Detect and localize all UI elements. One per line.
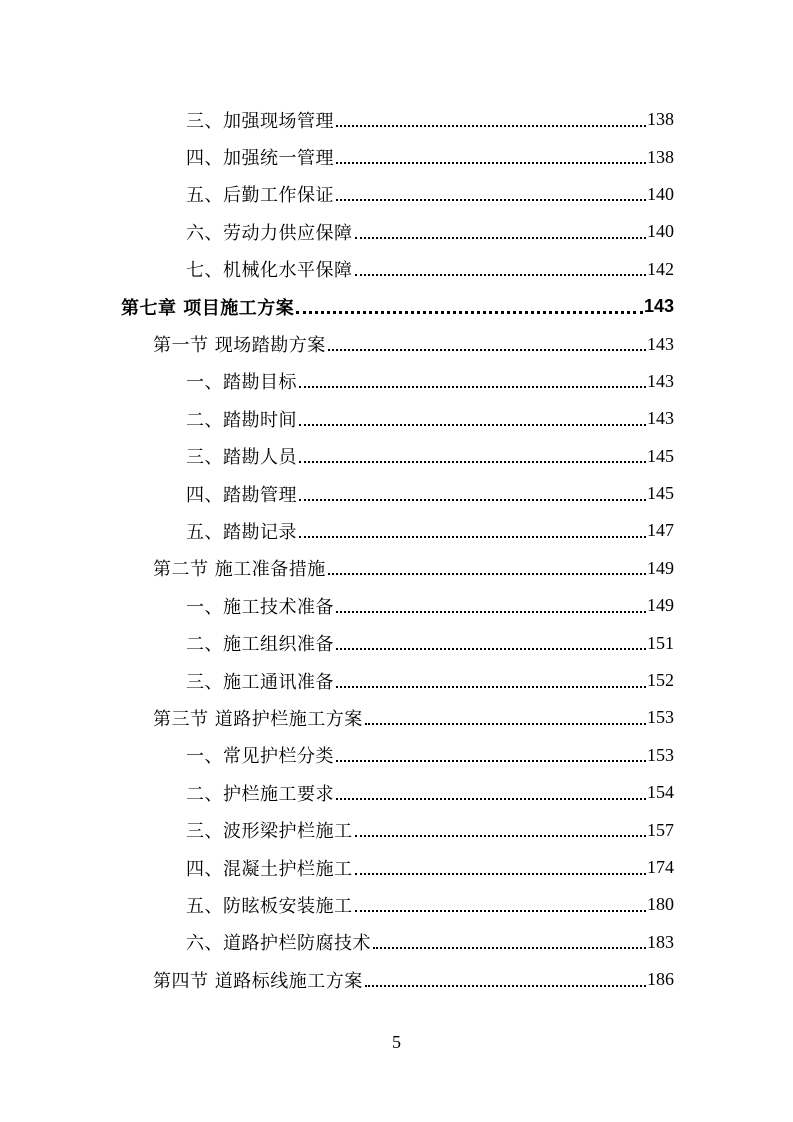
toc-dot-leader [365, 983, 646, 987]
toc-entry-title: 第三节 道路护栏施工方案 [153, 708, 363, 730]
toc-dot-leader [355, 908, 647, 912]
toc-entry-page: 145 [647, 483, 674, 504]
toc-dot-leader [355, 272, 647, 276]
toc-dot-leader [296, 309, 643, 314]
toc-dot-leader [299, 534, 646, 538]
toc-dot-leader [336, 758, 646, 762]
toc-subsection-entry[interactable] [0, 475, 793, 512]
toc-entry-title: 六、道路护栏防腐技术 [186, 933, 371, 955]
toc-subsection-entry[interactable] [0, 363, 793, 400]
toc-entry-title: 四、加强统一管理 [186, 148, 334, 170]
toc-entry-title: 三、加强现场管理 [186, 110, 334, 132]
toc-entry-page: 149 [647, 595, 674, 616]
toc-entry-page: 174 [647, 857, 674, 877]
toc-chapter-entry[interactable] [0, 288, 793, 325]
toc-entry-title: 二、护栏施工要求 [186, 783, 334, 805]
toc-entry-title: 二、踏勘时间 [186, 409, 297, 431]
toc-dot-leader [336, 197, 646, 201]
toc-entry-title: 一、踏勘目标 [186, 372, 297, 394]
toc-entry-page: 142 [647, 258, 674, 279]
toc-subsection-entry[interactable] [0, 251, 793, 288]
toc-subsection-entry[interactable] [0, 662, 793, 699]
toc-entry-title: 三、波形梁护栏施工 [186, 821, 353, 843]
toc-entry-title: 四、混凝土护栏施工 [186, 858, 353, 880]
toc-dot-leader [336, 684, 646, 688]
toc-subsection-entry[interactable] [0, 737, 793, 774]
toc-subsection-entry[interactable] [0, 774, 793, 811]
page-number: 5 [392, 1032, 401, 1052]
toc-entry-page: 151 [647, 632, 674, 653]
toc-dot-leader [355, 833, 647, 837]
toc-dot-leader [299, 459, 646, 463]
toc-dot-leader [355, 871, 647, 875]
toc-entry-page: 143 [647, 333, 674, 354]
toc-entry-page: 143 [647, 370, 674, 391]
toc-entry-title: 三、踏勘人员 [186, 447, 297, 469]
toc-entry-page: 145 [647, 445, 674, 466]
toc-dot-leader [328, 347, 646, 351]
toc-dot-leader [299, 422, 646, 426]
toc-entry-title: 四、踏勘管理 [186, 484, 297, 506]
toc-entry-title: 一、施工技术准备 [186, 596, 334, 618]
toc-entry-page: 153 [647, 744, 674, 765]
toc-subsection-entry[interactable] [0, 176, 793, 213]
toc-section-entry[interactable] [0, 961, 793, 998]
toc-section-entry[interactable] [0, 325, 793, 362]
toc-entry-page: 183 [647, 931, 674, 952]
toc-dot-leader [336, 796, 646, 800]
toc-entry-title: 五、防眩板安装施工 [186, 895, 353, 917]
toc-entry-title: 七、机械化水平保障 [186, 260, 353, 282]
toc-subsection-entry[interactable] [0, 138, 793, 175]
toc-dot-leader [355, 235, 647, 239]
toc-entry-title: 二、施工组织准备 [186, 634, 334, 656]
toc-entry-page: 149 [647, 557, 674, 578]
toc-subsection-entry[interactable] [0, 438, 793, 475]
toc-dot-leader [373, 945, 646, 949]
toc-subsection-entry[interactable] [0, 400, 793, 437]
toc-entry-page: 143 [647, 408, 674, 429]
toc-entry-title: 第四节 道路标线施工方案 [153, 970, 363, 992]
toc-entry-page: 152 [647, 670, 674, 691]
toc-dot-leader [328, 571, 646, 575]
toc-section-entry[interactable] [0, 699, 793, 736]
toc-entry-page: 180 [647, 894, 674, 915]
toc-subsection-entry[interactable] [0, 811, 793, 848]
toc-entry-title: 六、劳动力供应保障 [186, 222, 353, 244]
toc-entry-page: 153 [647, 707, 674, 728]
toc-entry-page: 138 [647, 109, 674, 130]
toc-entry-page: 140 [647, 183, 674, 204]
toc-dot-leader [299, 497, 646, 501]
toc-dot-leader [365, 721, 646, 725]
toc-entry-page: 140 [647, 221, 674, 242]
toc-entry-title: 第一节 现场踏勘方案 [153, 335, 326, 357]
toc-entry-title: 五、踏勘记录 [186, 521, 297, 543]
toc-entry-page: 138 [647, 146, 674, 167]
toc-entry-page: 143 [643, 296, 674, 317]
toc-entry-title: 一、常见护栏分类 [186, 746, 334, 768]
toc-entry-page: 186 [647, 969, 674, 990]
table-of-contents [0, 101, 793, 998]
toc-subsection-entry[interactable] [0, 213, 793, 250]
toc-subsection-entry[interactable] [0, 924, 793, 961]
toc-section-entry[interactable] [0, 550, 793, 587]
toc-entry-page: 154 [647, 782, 674, 803]
toc-entry-page: 147 [647, 520, 674, 541]
toc-entry-title: 第二节 施工准备措施 [153, 559, 326, 581]
toc-dot-leader [299, 384, 646, 388]
toc-subsection-entry[interactable] [0, 587, 793, 624]
toc-subsection-entry[interactable] [0, 849, 793, 886]
toc-entry-title: 三、施工通讯准备 [186, 671, 334, 693]
toc-subsection-entry[interactable] [0, 886, 793, 923]
toc-dot-leader [336, 646, 646, 650]
toc-subsection-entry[interactable] [0, 624, 793, 661]
toc-entry-page: 157 [647, 819, 674, 840]
toc-dot-leader [336, 123, 646, 127]
toc-dot-leader [336, 160, 646, 164]
toc-subsection-entry[interactable] [0, 101, 793, 138]
toc-entry-title: 第七章 项目施工方案 [121, 297, 295, 319]
toc-dot-leader [336, 609, 646, 613]
toc-subsection-entry[interactable] [0, 512, 793, 549]
toc-entry-title: 五、后勤工作保证 [186, 185, 334, 207]
